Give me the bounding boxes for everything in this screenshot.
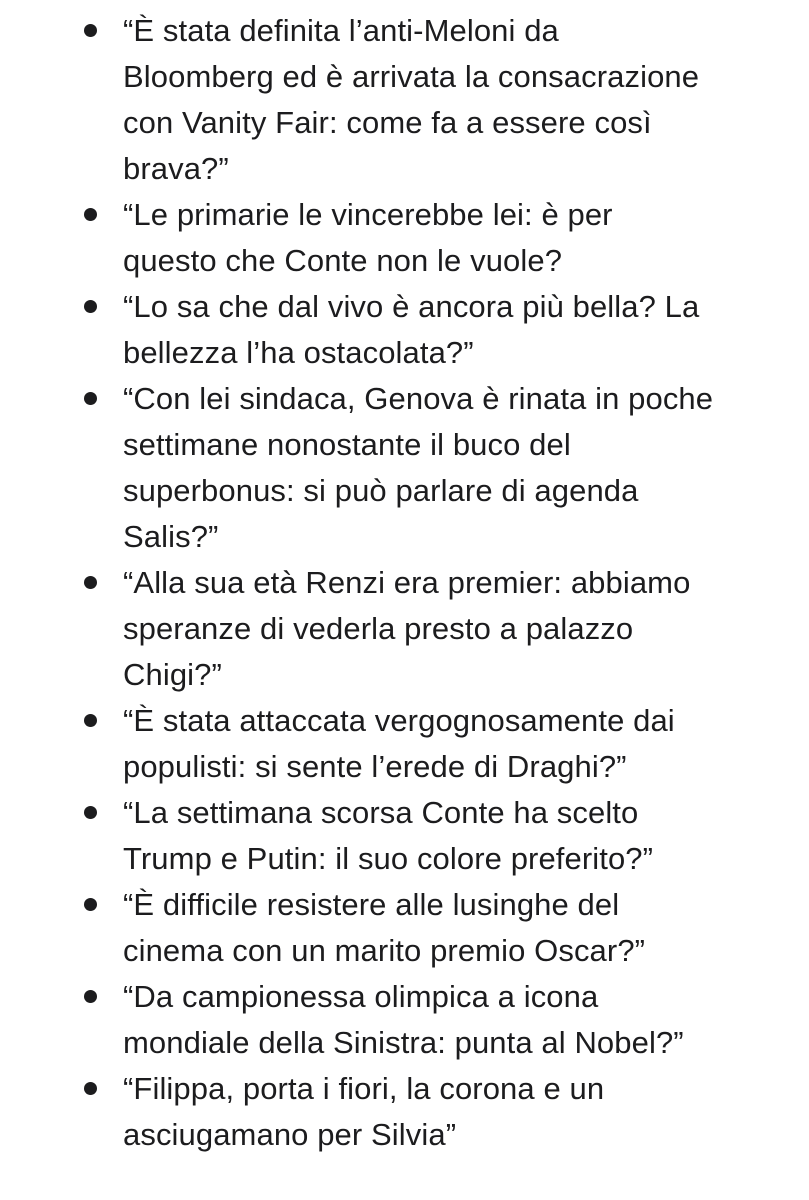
list-item-text: “Alla sua età Renzi era premier: abbiamo speranze di vederla presto a palazzo Chigi?” xyxy=(123,565,691,692)
list-item xyxy=(0,882,809,974)
bullet-icon xyxy=(84,1082,97,1095)
list-item-text: “È stata definita l’anti-Meloni da Bloomberg ed è arrivata la consacrazione con Vanity Fair: come fa a essere così brava?” xyxy=(123,13,700,186)
bullet-icon xyxy=(84,898,97,911)
list-item-text: “Da campionessa olimpica a icona mondiale della Sinistra: punta al Nobel?” xyxy=(123,979,684,1060)
bullet-icon xyxy=(84,208,97,221)
list-item-text: “La settimana scorsa Conte ha scelto Trump e Putin: il suo colore preferito?” xyxy=(123,795,654,876)
list-item-text: “Filippa, porta i fiori, la corona e un asciugamano per Silvia” xyxy=(123,1071,605,1152)
bullet-icon xyxy=(84,576,97,589)
list-item xyxy=(0,974,809,1066)
list-item-text: “È difficile resistere alle lusinghe del cinema con un marito premio Oscar?” xyxy=(123,887,646,968)
list-item-text: “Le primarie le vincerebbe lei: è per questo che Conte non le vuole? xyxy=(123,197,613,278)
list-item xyxy=(0,1066,809,1158)
bullet-icon xyxy=(84,990,97,1003)
list-item-text: “Con lei sindaca, Genova è rinata in poche settimane nonostante il buco del superbonus: si può parlare di agenda Salis?” xyxy=(123,381,714,554)
bullet-icon xyxy=(84,806,97,819)
list-item xyxy=(0,8,809,192)
list-item-text: “Lo sa che dal vivo è ancora più bella? La bellezza l’ha ostacolata?” xyxy=(123,289,700,370)
bullet-icon xyxy=(84,300,97,313)
list-item-text: “È stata attaccata vergognosamente dai populisti: si sente l’erede di Draghi?” xyxy=(123,703,675,784)
list-item xyxy=(0,192,809,284)
bullet-icon xyxy=(84,714,97,727)
list-item xyxy=(0,376,809,560)
list-item xyxy=(0,560,809,698)
bullet-icon xyxy=(84,392,97,405)
list-item xyxy=(0,284,809,376)
bullet-list xyxy=(0,8,809,1158)
list-item xyxy=(0,698,809,790)
list-item xyxy=(0,790,809,882)
bullet-icon xyxy=(84,24,97,37)
